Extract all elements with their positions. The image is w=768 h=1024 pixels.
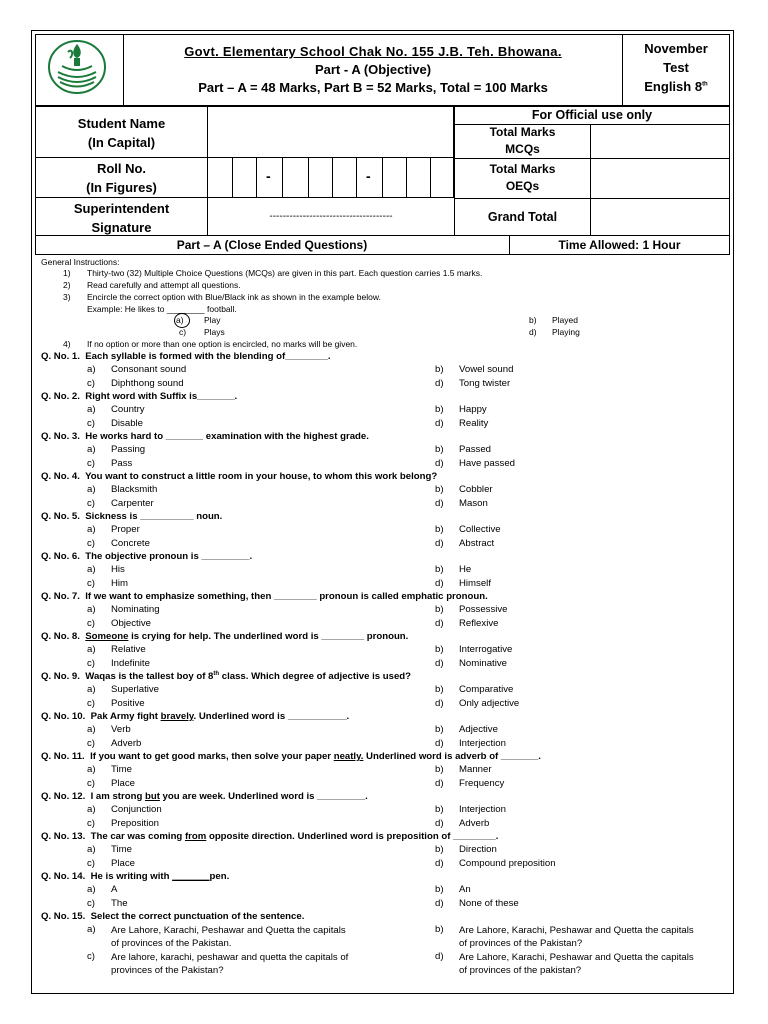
option-letter: c) bbox=[87, 538, 95, 549]
option-letter: d) bbox=[435, 378, 444, 389]
instruction-2-num: 2) bbox=[63, 280, 71, 290]
example-opt-a: Play bbox=[204, 315, 221, 325]
option-letter: a) bbox=[87, 524, 96, 535]
question-11 bbox=[41, 751, 541, 762]
option-a[interactable]: Time bbox=[111, 844, 132, 855]
option-letter: c) bbox=[87, 498, 95, 509]
underlined-word: neatly. bbox=[333, 751, 364, 762]
underlined-word: Someone bbox=[85, 631, 129, 642]
test-label: Test bbox=[663, 60, 689, 75]
question-text-cont: pen. bbox=[209, 871, 230, 882]
option-letter: b) bbox=[435, 844, 444, 855]
question-text: If you want to get good marks, then solve your paper bbox=[90, 751, 334, 762]
option-letter: b) bbox=[435, 684, 444, 695]
option-letter: d) bbox=[435, 858, 444, 869]
question-number: Q. No. 10. bbox=[41, 711, 86, 722]
example-opt-c: Plays bbox=[204, 327, 225, 337]
option-a[interactable] bbox=[111, 924, 346, 950]
option-b[interactable]: Direction bbox=[459, 844, 497, 855]
option-c[interactable]: Diphthong sound bbox=[111, 378, 184, 389]
question-number: Q. No. 2. bbox=[41, 391, 80, 402]
option-line-1: Are Lahore, Karachi, Peshawar and Quetta the capitals bbox=[459, 925, 694, 936]
option-letter: b) bbox=[435, 644, 444, 655]
option-c[interactable]: Preposition bbox=[111, 818, 159, 829]
section-title: Part – A (Close Ended Questions) bbox=[176, 238, 368, 252]
official-mcq-value bbox=[590, 124, 730, 159]
option-a[interactable]: Country bbox=[111, 404, 145, 415]
question-number: Q. No. 4. bbox=[41, 471, 80, 482]
option-letter: a) bbox=[87, 484, 96, 495]
option-letter: b) bbox=[435, 564, 444, 575]
option-letter: b) bbox=[435, 924, 444, 935]
option-letter: a) bbox=[87, 724, 96, 735]
question-2 bbox=[41, 391, 237, 402]
option-letter: a) bbox=[87, 764, 96, 775]
instruction-1-text: Thirty-two (32) Multiple Choice Questions (MCQs) are given in this part. Each question carries 1.5 marks. bbox=[87, 268, 483, 278]
option-c[interactable]: Him bbox=[111, 578, 129, 589]
question-number: Q. No. 3. bbox=[41, 431, 80, 442]
option-letter: d) bbox=[435, 951, 444, 962]
question-9 bbox=[41, 671, 411, 682]
option-d[interactable]: Compound preposition bbox=[459, 858, 556, 869]
question-text-cont: class. Which degree of adjective is used? bbox=[219, 671, 412, 683]
option-a[interactable]: A bbox=[111, 884, 118, 895]
option-c[interactable]: Indefinite bbox=[111, 658, 150, 669]
example-text: Example: He likes to ________ football. bbox=[87, 304, 237, 314]
roll-dash-1: - bbox=[266, 168, 271, 184]
option-a[interactable]: Proper bbox=[111, 524, 140, 535]
instructions-heading: General Instructions: bbox=[41, 257, 120, 267]
option-letter: b) bbox=[435, 764, 444, 775]
option-d[interactable]: Frequency bbox=[459, 778, 505, 789]
example-opt-b: Played bbox=[552, 315, 578, 325]
question-number: Q. No. 15. bbox=[41, 911, 86, 922]
question-3 bbox=[41, 431, 369, 442]
option-letter: a) bbox=[87, 364, 96, 375]
option-c[interactable]: Place bbox=[111, 858, 135, 869]
example-opt-a-letter: a) bbox=[176, 315, 184, 325]
option-a[interactable]: Superlative bbox=[111, 684, 159, 695]
marks-distribution: Part – A = 48 Marks, Part B = 52 Marks, Total = 100 Marks bbox=[198, 80, 548, 95]
option-letter: d) bbox=[435, 778, 444, 789]
option-d[interactable]: Nominative bbox=[459, 658, 507, 669]
option-letter: b) bbox=[435, 604, 444, 615]
option-d[interactable]: Adverb bbox=[459, 818, 490, 829]
option-b[interactable]: Interjection bbox=[459, 804, 506, 815]
part-title: Part - A (Objective) bbox=[314, 62, 432, 77]
option-letter: d) bbox=[435, 538, 444, 549]
option-letter: a) bbox=[87, 844, 96, 855]
instruction-2-text: Read carefully and attempt all questions. bbox=[87, 280, 241, 290]
option-a[interactable]: Conjunction bbox=[111, 804, 162, 815]
question-7 bbox=[41, 591, 488, 602]
question-5 bbox=[41, 511, 222, 522]
option-a[interactable]: His bbox=[111, 564, 125, 575]
grand-total-label: Grand Total bbox=[487, 210, 558, 224]
option-letter: c) bbox=[87, 738, 95, 749]
option-d[interactable]: Himself bbox=[459, 578, 491, 589]
question-text: Pak Army fight bbox=[90, 711, 161, 722]
option-d[interactable]: Abstract bbox=[459, 538, 495, 549]
question-text: Waqas is the tallest boy of 8 bbox=[85, 671, 214, 683]
option-letter: c) bbox=[87, 618, 95, 629]
option-c[interactable]: Adverb bbox=[111, 738, 142, 749]
option-b[interactable]: Possessive bbox=[459, 604, 508, 615]
option-d[interactable]: Tong twister bbox=[459, 378, 511, 389]
option-letter: a) bbox=[87, 804, 96, 815]
roll-no-field[interactable] bbox=[208, 158, 454, 198]
option-c[interactable]: Disable bbox=[111, 418, 143, 429]
option-line-1: Are Lahore, Karachi, Peshawar and Quetta the capitals bbox=[459, 952, 694, 963]
option-letter: c) bbox=[87, 658, 95, 669]
official-use-title: For Official use only bbox=[531, 108, 653, 122]
option-letter: c) bbox=[87, 951, 95, 962]
option-letter: c) bbox=[87, 778, 95, 789]
instruction-1-num: 1) bbox=[63, 268, 71, 278]
question-10 bbox=[41, 711, 349, 722]
option-d[interactable]: Interjection bbox=[459, 738, 506, 749]
question-text: You want to construct a little room in your house, to whom this work belong? bbox=[85, 471, 438, 482]
option-b[interactable]: Passed bbox=[459, 444, 491, 455]
total-marks-mcqs-label: Total Marks MCQs bbox=[489, 125, 556, 156]
option-d[interactable]: Mason bbox=[459, 498, 488, 509]
option-letter: c) bbox=[87, 458, 95, 469]
question-text: Sickness is __________ noun. bbox=[85, 511, 223, 522]
option-letter: b) bbox=[435, 484, 444, 495]
question-text: He is writing with bbox=[90, 871, 173, 882]
instruction-4-num: 4) bbox=[63, 339, 71, 349]
option-d[interactable]: Only adjective bbox=[459, 698, 520, 709]
option-c[interactable]: The bbox=[111, 898, 128, 909]
option-c[interactable]: Carpenter bbox=[111, 498, 154, 509]
option-a[interactable]: Consonant sound bbox=[111, 364, 187, 375]
test-month: November bbox=[644, 41, 708, 56]
question-text-cont: you are week. Underlined word is _________. bbox=[159, 791, 368, 802]
question-number: Q. No. 6. bbox=[41, 551, 80, 562]
question-12 bbox=[41, 791, 368, 802]
question-15 bbox=[41, 911, 304, 922]
option-a[interactable]: Time bbox=[111, 764, 132, 775]
option-letter: d) bbox=[435, 618, 444, 629]
question-text: He works hard to _______ examination with the highest grade. bbox=[85, 431, 369, 442]
student-name-field[interactable] bbox=[208, 106, 454, 158]
example-opt-c-letter: c) bbox=[179, 327, 187, 337]
punjab-logo-icon bbox=[46, 38, 108, 96]
example-opt-d: Playing bbox=[552, 327, 580, 337]
option-letter: b) bbox=[435, 524, 444, 535]
option-letter: a) bbox=[87, 564, 96, 575]
option-letter: d) bbox=[435, 418, 444, 429]
roll-no-label: Roll No. (In Figures) bbox=[86, 161, 157, 195]
option-b[interactable]: An bbox=[459, 884, 471, 895]
question-number: Q. No. 12. bbox=[41, 791, 86, 802]
option-c[interactable]: Place bbox=[111, 778, 135, 789]
option-b[interactable]: Comparative bbox=[459, 684, 514, 695]
question-number: Q. No. 8. bbox=[41, 631, 80, 642]
superscript: th bbox=[213, 671, 220, 677]
question-text: The car was coming bbox=[90, 831, 185, 842]
instruction-4-text: If no option or more than one option is encircled, no marks will be given. bbox=[87, 339, 358, 349]
option-c[interactable]: Concrete bbox=[111, 538, 150, 549]
question-text-cont: opposite direction. Underlined word is preposition of ________. bbox=[206, 831, 499, 842]
option-letter: a) bbox=[87, 644, 96, 655]
option-line-2: of provinces of the pakistan? bbox=[459, 965, 582, 976]
question-number: Q. No. 9. bbox=[41, 671, 80, 683]
example-opt-d-letter: d) bbox=[529, 327, 537, 337]
question-number: Q. No. 13. bbox=[41, 831, 86, 842]
option-letter: d) bbox=[435, 818, 444, 829]
option-d[interactable] bbox=[459, 951, 694, 977]
option-line-2: of provinces of the Pakistan. bbox=[111, 938, 232, 949]
underlined-word: from bbox=[184, 831, 207, 842]
option-letter: d) bbox=[435, 698, 444, 709]
option-letter: b) bbox=[435, 444, 444, 455]
option-letter: c) bbox=[87, 578, 95, 589]
option-line-1: Are lahore, karachi, peshawar and quetta the capitals of bbox=[111, 952, 349, 963]
option-letter: d) bbox=[435, 578, 444, 589]
question-13 bbox=[41, 831, 498, 842]
option-line-1: Are Lahore, Karachi, Peshawar and Quetta the capitals bbox=[111, 925, 346, 936]
option-b[interactable]: He bbox=[459, 564, 472, 575]
question-text: The objective pronoun is _________. bbox=[85, 551, 253, 562]
option-b[interactable]: Manner bbox=[459, 764, 492, 775]
option-c[interactable]: Objective bbox=[111, 618, 151, 629]
signature-line[interactable]: ------------------------------------- bbox=[269, 211, 393, 222]
option-b[interactable]: Cobbler bbox=[459, 484, 493, 495]
option-a[interactable]: Blacksmith bbox=[111, 484, 158, 495]
instruction-3-text: Encircle the correct option with Blue/Black ink as shown in the example below. bbox=[87, 292, 381, 302]
exam-page bbox=[31, 30, 734, 994]
option-letter: a) bbox=[87, 684, 96, 695]
question-text: Right word with Suffix is_______. bbox=[85, 391, 238, 402]
question-text: I am strong bbox=[90, 791, 145, 802]
option-c[interactable]: Pass bbox=[111, 458, 133, 469]
option-line-2: of provinces of the Pakistan? bbox=[459, 938, 583, 949]
option-a[interactable]: Verb bbox=[111, 724, 131, 735]
option-d[interactable]: Reflexive bbox=[459, 618, 499, 629]
question-text: Select the correct punctuation of the sentence. bbox=[90, 911, 305, 922]
option-letter: c) bbox=[87, 858, 95, 869]
option-b[interactable]: Adjective bbox=[459, 724, 498, 735]
superintendent-label: Superintendent Signature bbox=[73, 201, 170, 235]
example-opt-b-letter: b) bbox=[529, 315, 537, 325]
option-line-2: provinces of the Pakistan? bbox=[111, 965, 224, 976]
option-letter: c) bbox=[87, 898, 95, 909]
option-letter: a) bbox=[87, 924, 96, 935]
option-a[interactable]: Nominating bbox=[111, 604, 160, 615]
option-letter: c) bbox=[87, 378, 95, 389]
question-14 bbox=[41, 871, 229, 882]
test-subject: English 8th bbox=[644, 79, 708, 94]
option-d[interactable]: Reality bbox=[459, 418, 489, 429]
option-letter: d) bbox=[435, 738, 444, 749]
option-b[interactable]: Vowel sound bbox=[459, 364, 514, 375]
official-oeq-value bbox=[590, 158, 730, 199]
time-allowed: Time Allowed: 1 Hour bbox=[558, 238, 681, 252]
total-marks-oeqs-label: Total Marks OEQs bbox=[489, 162, 556, 193]
question-number: Q. No. 14. bbox=[41, 871, 86, 882]
question-1 bbox=[41, 351, 331, 362]
option-letter: a) bbox=[87, 604, 96, 615]
option-d[interactable]: None of these bbox=[459, 898, 519, 909]
option-letter: d) bbox=[435, 498, 444, 509]
roll-dash-2: - bbox=[366, 168, 371, 184]
option-letter: c) bbox=[87, 698, 95, 709]
underlined-word: _______ bbox=[172, 871, 210, 882]
option-b[interactable]: Happy bbox=[459, 404, 487, 415]
option-letter: b) bbox=[435, 724, 444, 735]
option-letter: b) bbox=[435, 804, 444, 815]
question-text-cont: Underlined word is adverb of _______. bbox=[363, 751, 541, 762]
question-text: Each syllable is formed with the blending of________. bbox=[85, 351, 331, 362]
option-letter: c) bbox=[87, 818, 95, 829]
option-letter: b) bbox=[435, 364, 444, 375]
question-4 bbox=[41, 471, 437, 482]
instruction-3-num: 3) bbox=[63, 292, 71, 302]
option-b[interactable] bbox=[459, 924, 694, 950]
option-letter: d) bbox=[435, 658, 444, 669]
question-number: Q. No. 5. bbox=[41, 511, 80, 522]
school-name: Govt. Elementary School Chak No. 155 J.B. Teh. Bhowana. bbox=[184, 44, 562, 59]
option-c[interactable] bbox=[111, 951, 348, 977]
underlined-word: bravely bbox=[160, 711, 194, 722]
question-8 bbox=[41, 631, 408, 642]
option-a[interactable]: Relative bbox=[111, 644, 146, 655]
option-d[interactable]: Have passed bbox=[459, 458, 515, 469]
option-letter: a) bbox=[87, 884, 96, 895]
question-number: Q. No. 11. bbox=[41, 751, 85, 762]
question-text-cont: is crying for help. The underlined word is ________ pronoun. bbox=[128, 631, 409, 642]
option-letter: c) bbox=[87, 418, 95, 429]
option-letter: a) bbox=[87, 444, 96, 455]
option-letter: b) bbox=[435, 404, 444, 415]
option-letter: b) bbox=[435, 884, 444, 895]
question-6 bbox=[41, 551, 252, 562]
option-a[interactable]: Passing bbox=[111, 444, 146, 455]
question-number: Q. No. 7. bbox=[41, 591, 80, 602]
option-b[interactable]: Interrogative bbox=[459, 644, 513, 655]
option-b[interactable]: Collective bbox=[459, 524, 501, 535]
question-text: If we want to emphasize something, then ________ pronoun is called emphatic pronoun. bbox=[85, 591, 488, 602]
underlined-word: but bbox=[144, 791, 160, 802]
question-text-cont: . Underlined word is ___________. bbox=[193, 711, 350, 722]
option-letter: d) bbox=[435, 898, 444, 909]
question-number: Q. No. 1. bbox=[41, 351, 80, 362]
option-letter: d) bbox=[435, 458, 444, 469]
student-name-label: Student Name (In Capital) bbox=[77, 116, 166, 150]
option-letter: a) bbox=[87, 404, 96, 415]
option-c[interactable]: Positive bbox=[111, 698, 145, 709]
